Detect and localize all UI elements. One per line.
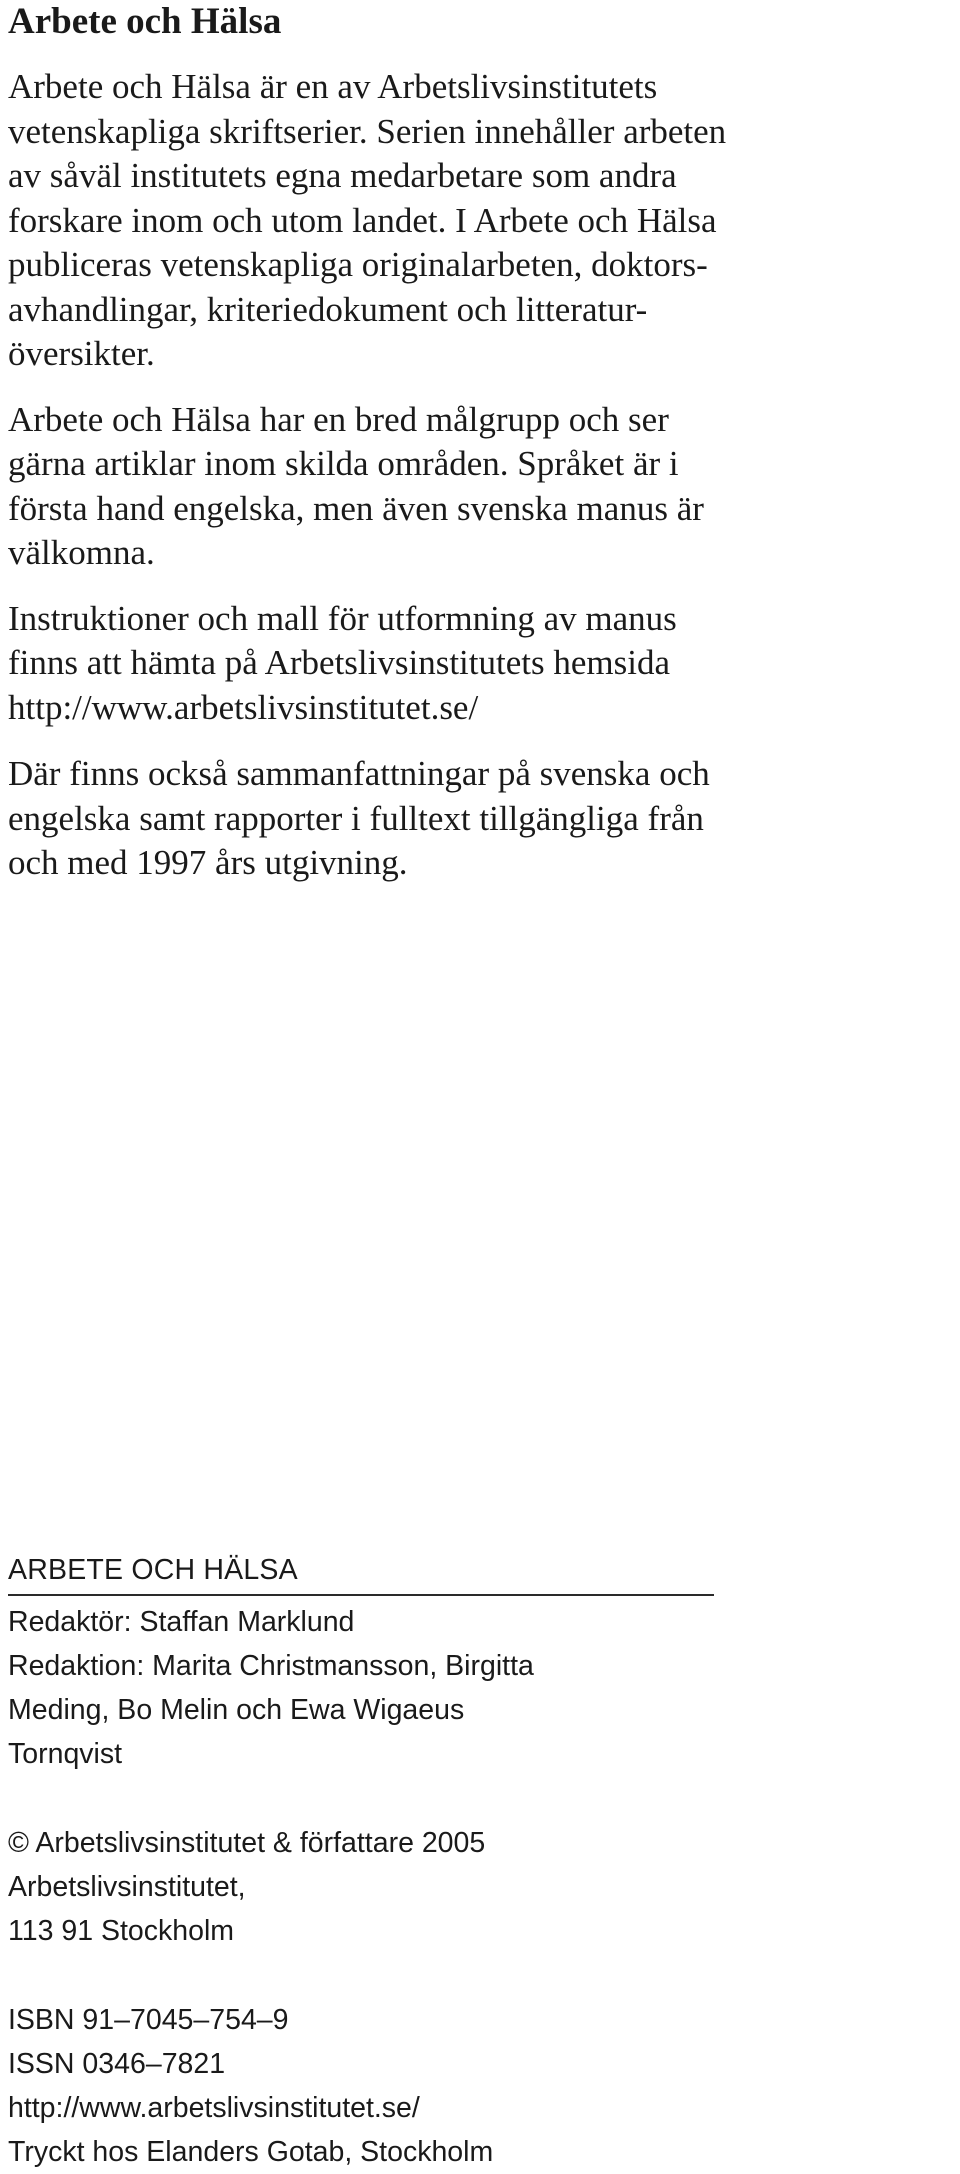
- isbn-line: ISBN 91–7045–754–9: [8, 2004, 289, 2036]
- text-line: översikter.: [8, 334, 155, 373]
- text-line: gärna artiklar inom skilda områden. Språket är i: [8, 444, 679, 483]
- paragraph-summaries: [8, 752, 948, 886]
- title-rule: [8, 1594, 714, 1596]
- text-line: vetenskapliga skriftserier. Serien innehåller arbeten: [8, 111, 727, 151]
- series-heading: Arbete och Hälsa: [8, 1, 282, 42]
- editorial-line: Meding, Bo Melin och Ewa Wigaeus: [8, 1694, 465, 1726]
- paragraph-about-series: [8, 65, 948, 377]
- address-line: 113 91 Stockholm: [8, 1915, 235, 1947]
- website-link[interactable]: http://www.arbetslivsinstitutet.se/: [8, 687, 479, 727]
- editor-line: Redaktör: Staffan Marklund: [8, 1606, 355, 1638]
- spacer: [8, 1776, 708, 1821]
- issn-line: ISSN 0346–7821: [8, 2048, 226, 2080]
- publisher-line: Arbetslivsinstitutet,: [8, 1871, 246, 1903]
- text-line: engelska samt rapporter i fulltext tillgängliga från: [8, 798, 704, 838]
- text-line: publiceras vetenskapliga originalarbeten, doktors-: [8, 245, 708, 284]
- editorial-line: Redaktion: Marita Christmansson, Birgitta: [8, 1650, 534, 1682]
- imprint-block: [8, 1548, 708, 2174]
- imprint-title: ARBETE OCH HÄLSA: [8, 1554, 298, 1586]
- text-line: Instruktioner och mall för utformning av manus: [8, 598, 677, 638]
- copyright-line: © Arbetslivsinstitutet & författare 2005: [8, 1827, 486, 1859]
- text-line: Arbete och Hälsa är en av Arbetslivsinstitutets: [8, 67, 658, 106]
- editorial-line: Tornqvist: [8, 1738, 123, 1770]
- text-line: avhandlingar, kriteriedokument och litteratur-: [8, 289, 648, 329]
- text-line: och med 1997 års utgivning.: [8, 843, 408, 882]
- text-line: välkomna.: [8, 533, 155, 572]
- text-line: Där finns också sammanfattningar på svenska och: [8, 754, 710, 793]
- text-line: finns att hämta på Arbetslivsinstitutets hemsida: [8, 643, 670, 682]
- text-line: Arbete och Hälsa har en bred målgrupp och ser: [8, 399, 669, 439]
- text-line: första hand engelska, men även svenska manus är: [8, 488, 704, 528]
- spacer: [8, 1953, 708, 1998]
- printer-line: Tryckt hos Elanders Gotab, Stockholm: [8, 2136, 494, 2168]
- paragraph-audience: [8, 398, 948, 576]
- text-line: forskare inom och utom landet. I Arbete och Hälsa: [8, 200, 717, 240]
- imprint-website-link[interactable]: http://www.arbetslivsinstitutet.se/: [8, 2092, 420, 2124]
- text-line: av såväl institutets egna medarbetare som andra: [8, 156, 677, 195]
- paragraph-instructions: [8, 597, 948, 731]
- series-description: [8, 0, 948, 886]
